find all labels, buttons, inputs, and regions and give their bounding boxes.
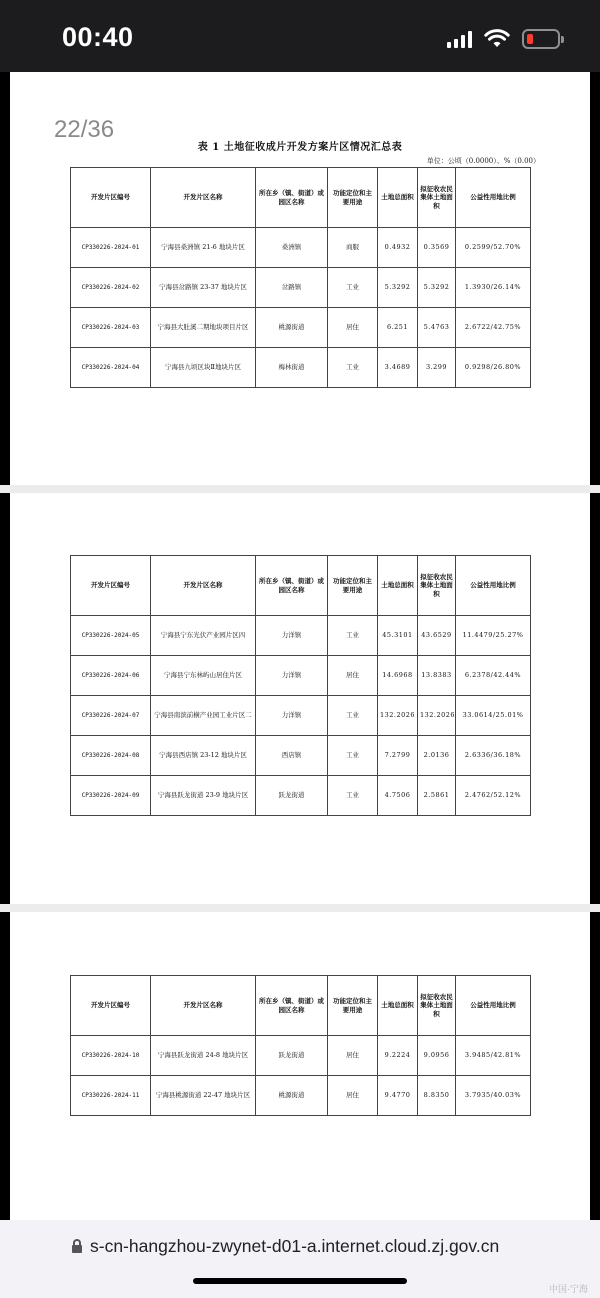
- table-row: [71, 348, 531, 388]
- cell-ratio: 2.6722/42.75%: [456, 308, 531, 348]
- status-time: 00:40: [62, 22, 134, 52]
- status-bar: [0, 0, 600, 72]
- unit-note: 单位：公顷（0.0000）、%（0.00）: [426, 157, 540, 165]
- document-page-1[interactable]: [10, 72, 590, 485]
- cell-ratio: 0.9298/26.80%: [456, 348, 531, 388]
- cell-area: 6.251: [378, 308, 418, 348]
- cell-name: 宁海县跃龙街道 24-8 地块片区: [151, 1036, 256, 1076]
- table-row: [71, 616, 531, 656]
- summary-table: [70, 975, 531, 1116]
- cell-area: 5.3292: [378, 268, 418, 308]
- cell-collective-area: 2.5861: [418, 776, 456, 816]
- home-indicator[interactable]: [193, 1278, 407, 1284]
- cell-code: CP330226-2024-08: [71, 736, 151, 776]
- cell-use: 工业: [328, 348, 378, 388]
- cell-town: 西店镇: [256, 736, 328, 776]
- cell-use: 工业: [328, 616, 378, 656]
- url-text[interactable]: s-cn-hangzhou-zwynet-d01-a.internet.cloud.zj.gov.cn: [90, 1236, 500, 1256]
- cell-name: 宁海县宁东光伏产业园片区四: [151, 616, 256, 656]
- wifi-icon: [484, 29, 510, 49]
- header-code: 开发片区编号: [71, 168, 151, 228]
- header-town: 所在乡（镇、街道）或园区名称: [256, 976, 328, 1036]
- cell-collective-area: 43.6529: [418, 616, 456, 656]
- cell-use: 工业: [328, 736, 378, 776]
- cell-code: CP330226-2024-06: [71, 656, 151, 696]
- cell-use: 工业: [328, 696, 378, 736]
- cell-collective-area: 5.4763: [418, 308, 456, 348]
- cell-code: CP330226-2024-09: [71, 776, 151, 816]
- cell-town: 跃龙街道: [256, 776, 328, 816]
- header-name: 开发片区名称: [151, 168, 256, 228]
- cell-town: 桃源街道: [256, 308, 328, 348]
- cell-area: 9.2224: [378, 1036, 418, 1076]
- page-gap: [0, 485, 600, 493]
- cell-town: 桃源街道: [256, 1076, 328, 1116]
- cell-ratio: 0.2599/52.70%: [456, 228, 531, 268]
- cell-ratio: 2.4762/52.12%: [456, 776, 531, 816]
- cell-code: CP330226-2024-04: [71, 348, 151, 388]
- header-use: 功能定位和主要用途: [328, 556, 378, 616]
- header-collective-area: 拟征收农民集体土地面积: [418, 168, 456, 228]
- header-collective-area: 拟征收农民集体土地面积: [418, 976, 456, 1036]
- table-row: [71, 736, 531, 776]
- cell-code: CP330226-2024-05: [71, 616, 151, 656]
- cell-ratio: 2.6336/36.18%: [456, 736, 531, 776]
- watermark: 中国·宁海: [549, 1284, 588, 1294]
- cell-use: 居住: [328, 1076, 378, 1116]
- cell-town: 力洋镇: [256, 696, 328, 736]
- table-header-row: [71, 168, 531, 228]
- table-row: [71, 1076, 531, 1116]
- cell-town: 力洋镇: [256, 656, 328, 696]
- document-title: 表 1 土地征收成片开发方案片区情况汇总表: [197, 142, 403, 153]
- cell-use: 工业: [328, 268, 378, 308]
- cell-use: 居住: [328, 308, 378, 348]
- cell-code: CP330226-2024-02: [71, 268, 151, 308]
- header-code: 开发片区编号: [71, 976, 151, 1036]
- cell-code: CP330226-2024-03: [71, 308, 151, 348]
- cell-collective-area: 13.8383: [418, 656, 456, 696]
- cell-town: 力洋镇: [256, 616, 328, 656]
- cell-ratio: 3.9485/42.81%: [456, 1036, 531, 1076]
- battery-icon: [522, 29, 560, 49]
- cell-area: 9.4770: [378, 1076, 418, 1116]
- browser-address-bar[interactable]: [0, 1220, 600, 1298]
- header-ratio: 公益性用地比例: [456, 556, 531, 616]
- cell-ratio: 6.2378/42.44%: [456, 656, 531, 696]
- cell-area: 4.7506: [378, 776, 418, 816]
- cell-code: CP330226-2024-11: [71, 1076, 151, 1116]
- cell-name: 宁海县西店镇 23-12 地块片区: [151, 736, 256, 776]
- cell-area: 14.6968: [378, 656, 418, 696]
- header-area: 土地总面积: [378, 168, 418, 228]
- header-ratio: 公益性用地比例: [456, 976, 531, 1036]
- table-row: [71, 308, 531, 348]
- header-collective-area: 拟征收农民集体土地面积: [418, 556, 456, 616]
- cell-name: 宁海县跃龙街道 23-9 地块片区: [151, 776, 256, 816]
- cell-code: CP330226-2024-01: [71, 228, 151, 268]
- status-icons: [447, 28, 560, 50]
- cell-ratio: 11.4479/25.27%: [456, 616, 531, 656]
- cell-name: 宁海县桃源街道 22-47 地块片区: [151, 1076, 256, 1116]
- header-town: 所在乡（镇、街道）或园区名称: [256, 556, 328, 616]
- page-indicator: 22/36: [54, 116, 115, 143]
- table-header-row: [71, 976, 531, 1036]
- table-header-row: [71, 556, 531, 616]
- cell-name: 宁海县岔路镇 23-37 地块片区: [151, 268, 256, 308]
- cell-area: 7.2799: [378, 736, 418, 776]
- lock-icon: [72, 1239, 82, 1253]
- summary-table: [70, 167, 531, 388]
- table-row: [71, 656, 531, 696]
- cell-ratio: 33.0614/25.01%: [456, 696, 531, 736]
- cell-use: 居住: [328, 656, 378, 696]
- header-area: 土地总面积: [378, 556, 418, 616]
- header-use: 功能定位和主要用途: [328, 168, 378, 228]
- cell-name: 宁海县九顷区块Ⅱ地块片区: [151, 348, 256, 388]
- header-name: 开发片区名称: [151, 556, 256, 616]
- cell-ratio: 1.3930/26.14%: [456, 268, 531, 308]
- table-row: [71, 696, 531, 736]
- header-area: 土地总面积: [378, 976, 418, 1036]
- cell-code: CP330226-2024-10: [71, 1036, 151, 1076]
- table-row: [71, 228, 531, 268]
- table-row: [71, 1036, 531, 1076]
- cell-collective-area: 3.299: [418, 348, 456, 388]
- header-ratio: 公益性用地比例: [456, 168, 531, 228]
- cell-area: 132.2026: [378, 696, 418, 736]
- cell-town: 梅林街道: [256, 348, 328, 388]
- cell-collective-area: 5.3292: [418, 268, 456, 308]
- cell-collective-area: 8.8350: [418, 1076, 456, 1116]
- cell-name: 宁海县大肚溪二期地块项目片区: [151, 308, 256, 348]
- page-gap: [0, 904, 600, 912]
- table-row: [71, 776, 531, 816]
- table-row: [71, 268, 531, 308]
- cell-name: 宁海县宁东林屿山居住片区: [151, 656, 256, 696]
- cell-use: 商服: [328, 228, 378, 268]
- cell-area: 45.3101: [378, 616, 418, 656]
- header-town: 所在乡（镇、街道）或园区名称: [256, 168, 328, 228]
- cell-area: 3.4689: [378, 348, 418, 388]
- cell-ratio: 3.7935/40.03%: [456, 1076, 531, 1116]
- cell-use: 居住: [328, 1036, 378, 1076]
- cell-collective-area: 9.0956: [418, 1036, 456, 1076]
- header-use: 功能定位和主要用途: [328, 976, 378, 1036]
- document-page-3[interactable]: [10, 912, 590, 1220]
- cell-name: 宁海县南滨前横产业园工业片区二: [151, 696, 256, 736]
- cell-town: 岔路镇: [256, 268, 328, 308]
- document-page-2[interactable]: [10, 493, 590, 904]
- cell-use: 工业: [328, 776, 378, 816]
- cell-area: 0.4932: [378, 228, 418, 268]
- header-name: 开发片区名称: [151, 976, 256, 1036]
- cell-town: 跃龙街道: [256, 1036, 328, 1076]
- cellular-signal-icon: [447, 30, 472, 48]
- header-code: 开发片区编号: [71, 556, 151, 616]
- cell-collective-area: 2.0136: [418, 736, 456, 776]
- cell-collective-area: 132.2026: [418, 696, 456, 736]
- cell-name: 宁海县桑洲镇 21-6 地块片区: [151, 228, 256, 268]
- summary-table: [70, 555, 531, 816]
- cell-town: 桑洲镇: [256, 228, 328, 268]
- cell-collective-area: 0.3569: [418, 228, 456, 268]
- cell-code: CP330226-2024-07: [71, 696, 151, 736]
